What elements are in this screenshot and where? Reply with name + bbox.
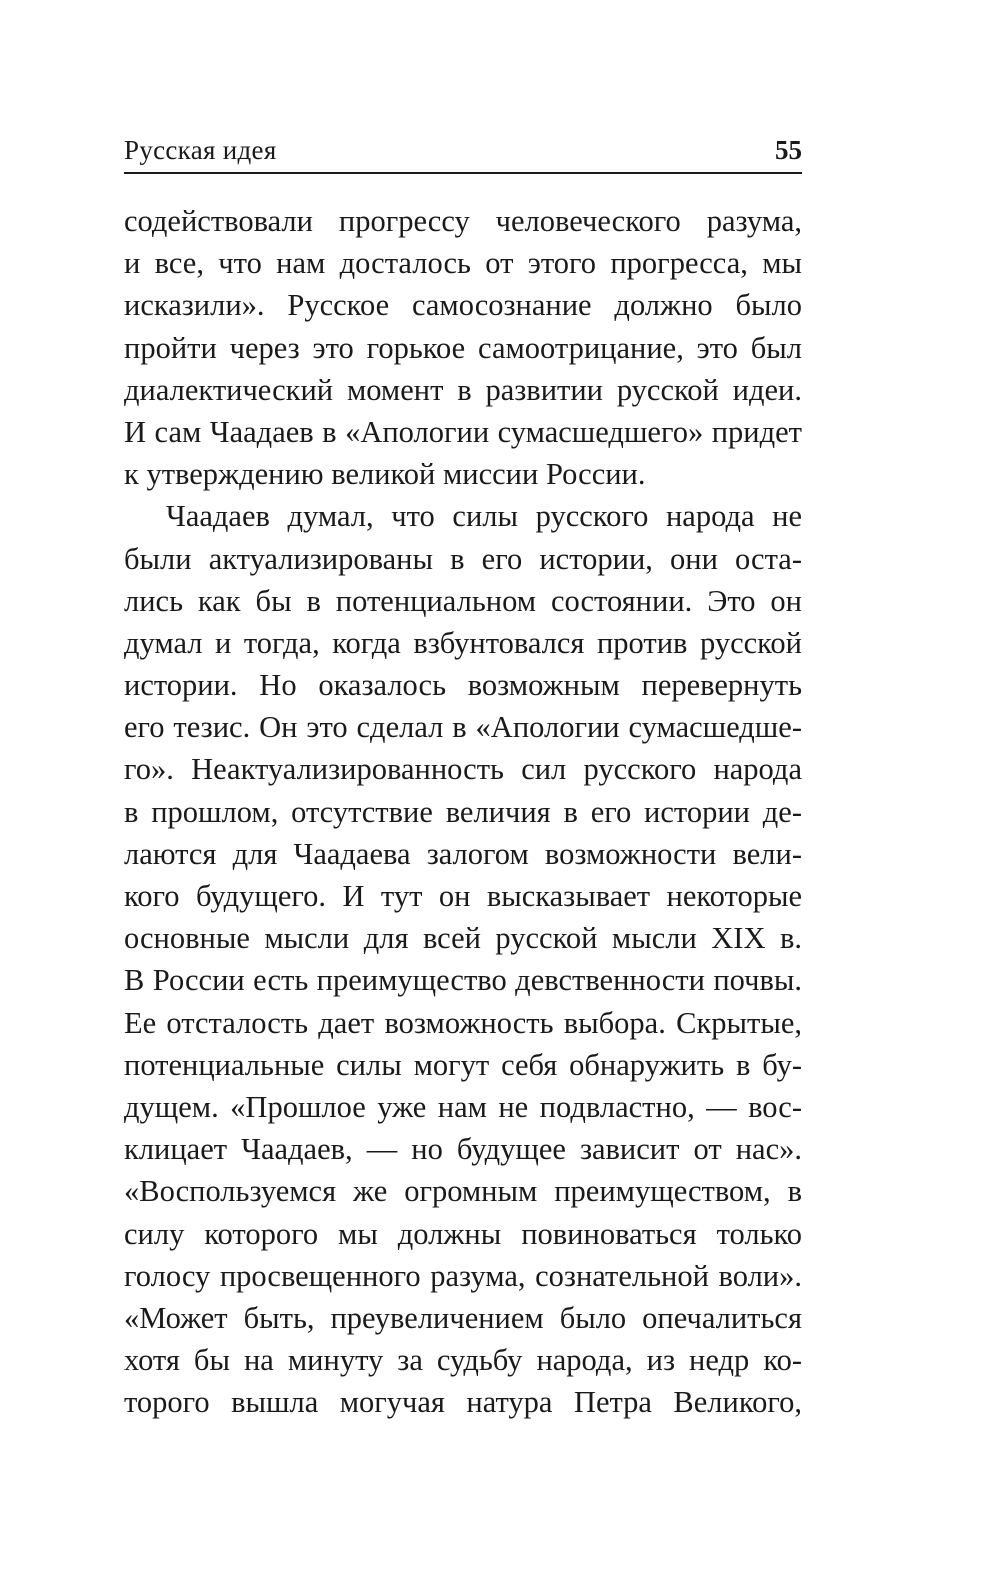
text-line: лаются для Чаадаева залогом возможности вели- (124, 836, 802, 871)
text-line: содействовали прогрессу человеческого разума, (124, 204, 802, 238)
paragraph-first-line: Чаадаев думал, что силы русского народа не (166, 499, 802, 534)
text-line: И сам Чаадаев в «Апологии сумасшедшего» придет (124, 414, 802, 449)
text-line: диалектический момент в развитии русской идеи. (124, 372, 802, 407)
text-line: го». Неактуализированность сил русского народа (124, 752, 802, 787)
page-number: 55 (775, 135, 802, 165)
body-text (124, 200, 802, 1423)
text-line: Ее отсталость дает возможность выбора. Скрытые, (124, 1005, 802, 1040)
text-line: и все, что нам досталось от этого прогресса, мы (124, 246, 802, 281)
text-line: его тезис. Он это сделал в «Апологии сумасшедше- (124, 710, 802, 745)
text-line: в прошлом, отсутствие величия в его истории де- (124, 794, 802, 829)
text-line: торого вышла могучая натура Петра Великого, (124, 1385, 802, 1420)
text-line: В России есть преимущество девственности почвы. (124, 963, 802, 998)
text-line: хотя бы на минуту за судьбу народа, из недр ко- (124, 1343, 802, 1378)
running-title: Русская идея (124, 135, 277, 165)
text-line: клицает Чаадаев, — но будущее зависит от нас». (124, 1132, 802, 1167)
text-line: исказили». Русское самосознание должно было (124, 288, 802, 323)
text-line: лись как бы в потенциальном состоянии. Это он (124, 583, 802, 618)
text-line: «Воспользуемся же огромным преимуществом, в (124, 1174, 802, 1209)
text-line: к утверждению великой миссии России. (124, 457, 646, 492)
book-page (124, 0, 802, 1583)
running-header (124, 132, 802, 174)
text-line: силу которого мы должны повиноваться только (124, 1216, 802, 1251)
text-line: дущем. «Прошлое уже нам не подвластно, — вос- (124, 1089, 802, 1124)
text-line: истории. Но оказалось возможным перевернуть (124, 668, 802, 703)
text-line: голосу просвещенного разума, сознательной воли». (124, 1258, 802, 1293)
text-line: «Может быть, преувеличением было опечалиться (124, 1300, 802, 1335)
text-line: думал и тогда, когда взбунтовался против русской (124, 625, 802, 660)
text-line: основные мысли для всей русской мысли XIX в. (124, 921, 802, 956)
text-line: были актуализированы в его истории, они оста- (124, 541, 802, 576)
text-line: кого будущего. И тут он высказывает некоторые (124, 879, 802, 913)
text-line: потенциальные силы могут себя обнаружить в бу- (124, 1047, 802, 1082)
text-line: пройти через это горькое самоотрицание, это был (124, 330, 802, 365)
